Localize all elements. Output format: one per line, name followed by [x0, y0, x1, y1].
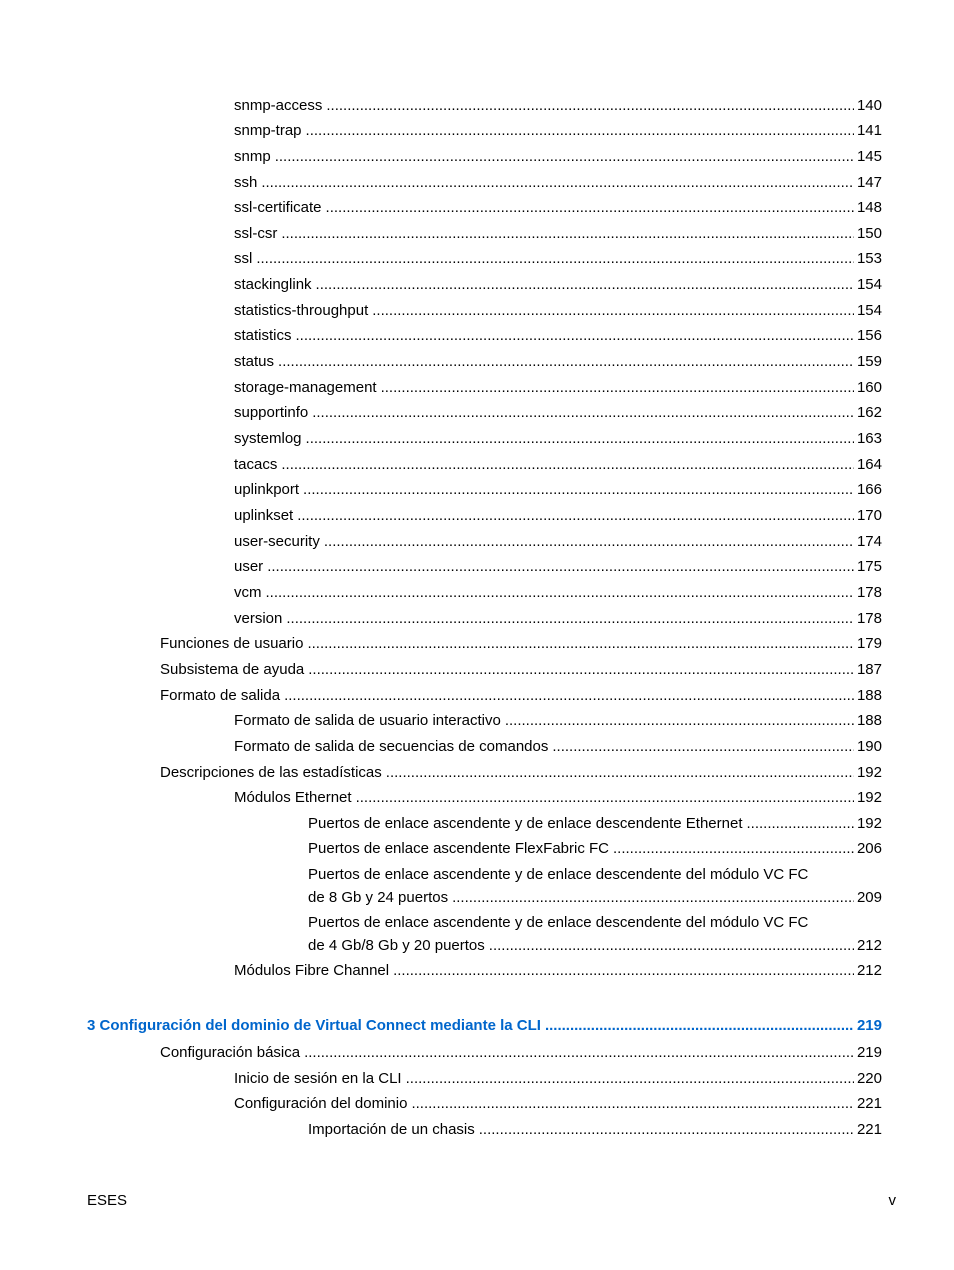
toc-entry-title-line1[interactable]: Puertos de enlace ascendente y de enlace descendente del módulo VC FC — [308, 866, 809, 883]
toc-entry-page: 163 — [856, 430, 882, 447]
toc-entry[interactable] — [234, 353, 882, 371]
toc-chapter-title: 3 Configuración del dominio de Virtual Connect mediante la CLI — [87, 1017, 541, 1034]
toc-entry-page: 206 — [856, 840, 882, 857]
dot-leader — [281, 456, 854, 474]
toc-entry[interactable] — [234, 276, 882, 294]
toc-entry[interactable] — [234, 404, 882, 422]
toc-entry-title: Importación de un chasis — [308, 1121, 475, 1138]
toc-entry-page: 170 — [856, 507, 882, 524]
toc-entry-page: 156 — [856, 327, 882, 344]
footer-page-number: v — [888, 1192, 896, 1209]
toc-entry-page: 190 — [856, 738, 882, 755]
toc-entry-title: Puertos de enlace ascendente y de enlace descendente Ethernet — [308, 815, 743, 832]
dot-leader — [326, 97, 854, 115]
dot-leader — [545, 1017, 854, 1035]
toc-entry[interactable] — [308, 937, 882, 955]
toc-entry[interactable] — [234, 148, 882, 166]
toc-entry-title: Subsistema de ayuda — [160, 661, 305, 678]
toc-entry[interactable] — [160, 661, 882, 679]
toc-entry[interactable] — [234, 250, 882, 268]
toc-entry-title: status — [234, 353, 275, 370]
dot-leader — [266, 584, 854, 602]
toc-entry[interactable] — [234, 174, 882, 192]
toc-entry-page: 140 — [856, 97, 882, 114]
dot-leader — [746, 815, 853, 833]
dot-leader — [316, 276, 854, 294]
toc-entry[interactable] — [234, 712, 882, 730]
toc-entry-title: Módulos Fibre Channel — [234, 962, 390, 979]
toc-entry-title: ssl-certificate — [234, 199, 322, 216]
toc-entry-page: 159 — [856, 353, 882, 370]
dot-leader — [406, 1070, 854, 1088]
toc-entry[interactable] — [160, 635, 882, 653]
toc-entry[interactable] — [234, 327, 882, 345]
toc-entry[interactable] — [234, 789, 882, 807]
toc-entry-page: 147 — [856, 174, 882, 191]
dot-leader — [312, 404, 854, 422]
toc-entry[interactable] — [160, 1044, 882, 1062]
dot-leader — [411, 1095, 854, 1113]
toc-entry-title: stackinglink — [234, 276, 312, 293]
toc-chapter-page: 219 — [856, 1017, 882, 1034]
toc-entry-page: 154 — [856, 276, 882, 293]
toc-entry-title: Formato de salida de secuencias de comandos — [234, 738, 549, 755]
toc-entry[interactable] — [234, 97, 882, 115]
toc-entry-title: version — [234, 610, 283, 627]
toc-entry[interactable] — [234, 962, 882, 980]
toc-entry-page: 174 — [856, 533, 882, 550]
dot-leader — [303, 481, 854, 499]
toc-entry-title: de 4 Gb/8 Gb y 20 puertos — [308, 937, 485, 954]
toc-entry-title: statistics-throughput — [234, 302, 369, 319]
dot-leader — [386, 764, 854, 782]
dot-leader — [489, 937, 854, 955]
toc-entry-title-line1[interactable]: Puertos de enlace ascendente y de enlace descendente del módulo VC FC — [308, 914, 809, 931]
dot-leader — [452, 889, 854, 907]
toc-entry-page: 219 — [856, 1044, 882, 1061]
dot-leader — [307, 635, 854, 653]
toc-entry-page: 178 — [856, 610, 882, 627]
toc-entry[interactable] — [234, 558, 882, 576]
toc-entry-page: 178 — [856, 584, 882, 601]
dot-leader — [381, 379, 854, 397]
toc-entry-title: Descripciones de las estadísticas — [160, 764, 382, 781]
toc-entry-title: supportinfo — [234, 404, 309, 421]
toc-entry-page: 141 — [856, 122, 882, 139]
toc-chapter-entry[interactable] — [87, 1017, 882, 1035]
dot-leader — [284, 687, 854, 705]
toc-entry-title: user — [234, 558, 264, 575]
toc-entry[interactable] — [308, 815, 882, 833]
dot-leader — [278, 353, 854, 371]
toc-entry[interactable] — [234, 302, 882, 320]
toc-entry-title: Formato de salida de usuario interactivo — [234, 712, 501, 729]
toc-entry[interactable] — [234, 430, 882, 448]
toc-entry[interactable] — [234, 456, 882, 474]
dot-leader — [613, 840, 854, 858]
toc-entry[interactable] — [308, 1121, 882, 1139]
dot-leader — [306, 430, 854, 448]
toc-entry[interactable] — [308, 840, 882, 858]
toc-entry-title: snmp-trap — [234, 122, 302, 139]
dot-leader — [324, 533, 854, 551]
toc-entry-title: tacacs — [234, 456, 278, 473]
toc-entry-title: statistics — [234, 327, 292, 344]
toc-entry-title: Formato de salida — [160, 687, 281, 704]
toc-entry-title: user-security — [234, 533, 320, 550]
dot-leader — [256, 250, 854, 268]
dot-leader — [297, 507, 854, 525]
toc-entry-page: 188 — [856, 687, 882, 704]
toc-entry-title: storage-management — [234, 379, 377, 396]
toc-entry-title: de 8 Gb y 24 puertos — [308, 889, 449, 906]
toc-entry-title: Puertos de enlace ascendente FlexFabric FC — [308, 840, 609, 857]
toc-entry[interactable] — [234, 610, 882, 628]
toc-entry-page: 220 — [856, 1070, 882, 1087]
toc-entry-page: 192 — [856, 764, 882, 781]
toc-entry-page: 192 — [856, 789, 882, 806]
toc-entry-title: ssl — [234, 250, 253, 267]
dot-leader — [356, 789, 854, 807]
toc-entry[interactable] — [234, 533, 882, 551]
toc-entry-title: vcm — [234, 584, 262, 601]
toc-entry[interactable] — [234, 1095, 882, 1113]
toc-entry-page: 162 — [856, 404, 882, 421]
toc-entry-page: 221 — [856, 1095, 882, 1112]
toc-entry-page: 221 — [856, 1121, 882, 1138]
toc-entry[interactable] — [234, 481, 882, 499]
dot-leader — [275, 148, 854, 166]
toc-entry-page: 148 — [856, 199, 882, 216]
toc-entry-page: 179 — [856, 635, 882, 652]
dot-leader — [479, 1121, 854, 1139]
toc-entry-page: 150 — [856, 225, 882, 242]
toc-entry-page: 153 — [856, 250, 882, 267]
toc-entry-page: 192 — [856, 815, 882, 832]
dot-leader — [393, 962, 854, 980]
footer-label: ESES — [87, 1192, 128, 1209]
toc-entry[interactable] — [234, 122, 882, 140]
toc-entry-title: Módulos Ethernet — [234, 789, 352, 806]
dot-leader — [304, 1044, 854, 1062]
toc-entry-page: 175 — [856, 558, 882, 575]
toc-entry-page: 145 — [856, 148, 882, 165]
dot-leader — [372, 302, 854, 320]
toc-entry-page: 209 — [856, 889, 882, 906]
toc-entry-title: uplinkport — [234, 481, 300, 498]
toc-entry[interactable] — [234, 379, 882, 397]
toc-entry[interactable] — [234, 738, 882, 756]
toc-entry-title: snmp — [234, 148, 271, 165]
toc-entry-page: 212 — [856, 937, 882, 954]
toc-entry[interactable] — [160, 764, 882, 782]
toc-entry-title: Funciones de usuario — [160, 635, 304, 652]
toc-entry-title: ssl-csr — [234, 225, 278, 242]
toc-entry[interactable] — [234, 225, 882, 243]
dot-leader — [261, 174, 854, 192]
toc-entry-title: Configuración del dominio — [234, 1095, 408, 1112]
dot-leader — [267, 558, 854, 576]
dot-leader — [296, 327, 854, 345]
toc-entry[interactable] — [234, 199, 882, 217]
dot-leader — [552, 738, 854, 756]
dot-leader — [306, 122, 854, 140]
toc-entry-title: systemlog — [234, 430, 302, 447]
toc-entry-page: 160 — [856, 379, 882, 396]
toc-entry[interactable] — [308, 889, 882, 907]
toc-entry-page: 212 — [856, 962, 882, 979]
toc-entry[interactable] — [234, 584, 882, 602]
toc-entry-page: 164 — [856, 456, 882, 473]
toc-entry-title: Configuración básica — [160, 1044, 301, 1061]
dot-leader — [326, 199, 854, 217]
toc-entry[interactable] — [234, 1070, 882, 1088]
toc-entry-page: 187 — [856, 661, 882, 678]
dot-leader — [281, 225, 854, 243]
dot-leader — [308, 661, 854, 679]
toc-entry-title: ssh — [234, 174, 258, 191]
toc-entry-title: uplinkset — [234, 507, 294, 524]
toc-entry-page: 166 — [856, 481, 882, 498]
toc-entry-page: 188 — [856, 712, 882, 729]
dot-leader — [286, 610, 854, 628]
toc-entry[interactable] — [160, 687, 882, 705]
toc-entry-page: 154 — [856, 302, 882, 319]
toc-entry[interactable] — [234, 507, 882, 525]
dot-leader — [505, 712, 854, 730]
toc-entry-title: snmp-access — [234, 97, 323, 114]
toc-entry-title: Inicio de sesión en la CLI — [234, 1070, 402, 1087]
